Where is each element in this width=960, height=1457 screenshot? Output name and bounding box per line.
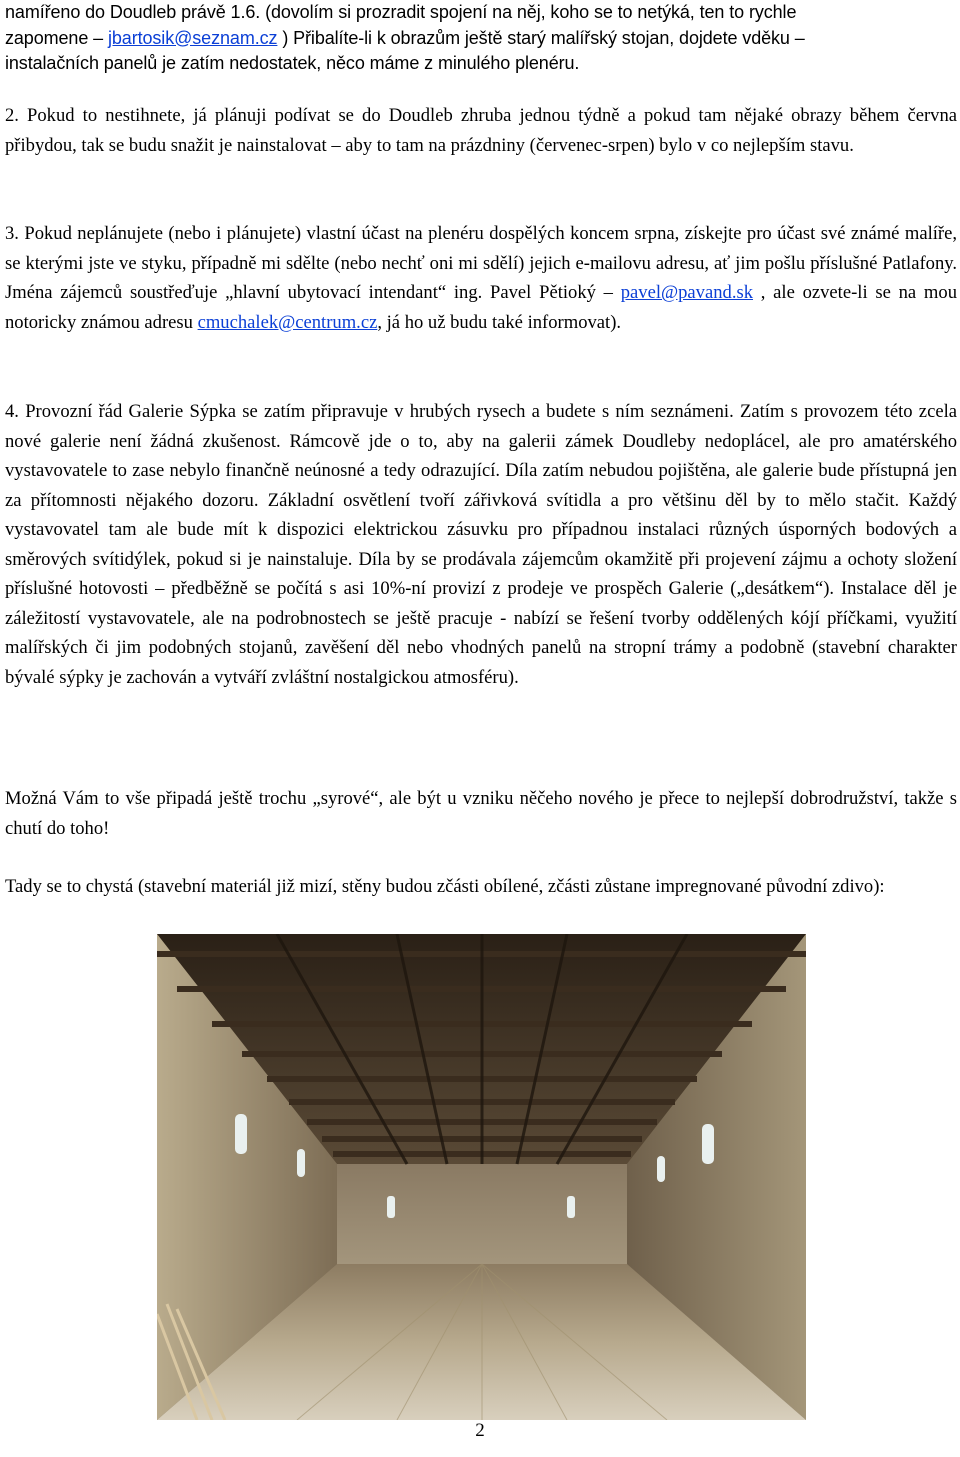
- attic-interior-illustration: [157, 934, 806, 1420]
- paragraph-3: [5, 219, 957, 337]
- email-link-pavel[interactable]: pavel@pavand.sk: [620, 282, 753, 303]
- paragraph-5: Možná Vám to vše připadá ještě trochu „syrové“, ale být u vzniku něčeho nového je přece to nejlepší dobrodružství, takže s chutí do toho!: [5, 788, 957, 839]
- paragraph-6: Tady se to chystá (stavební materiál již mizí, stěny budou zčásti obílené, zčásti zůstane impregnované původní zdivo):: [5, 876, 885, 897]
- attic-gallery-photo: [157, 934, 806, 1420]
- paragraph-3-text-b: , ale ozvete-li se na mou notoricky známou adresu: [5, 282, 957, 333]
- intro-line-3: instalačních panelů je zatím nedostatek, něco máme z minulého plenéru.: [5, 53, 580, 73]
- paragraph-intro: [5, 0, 957, 77]
- paragraph-4: 4. Provozní řád Galerie Sýpka se zatím připravuje v hrubých rysech a budete s ním seznámeni. Zatím s provozem této zcela nové galerie není žádná zkušenost. Rámcově jde o to, aby na galerii zámek Doudleby nedoplácel, ale pro amatérského vystavovatele to zase nebylo finančně neúnosné a tedy odrazující. Díla zatím nebudou pojištěna, ale galerie bude přístupná jen za přítomnosti nějakého dozoru. Základní osvětlení tvoří zářivková svítidla a pro většinu děl by to mělo stačit. Každý vystavovatel tam ale bude mít k dispozici elektrickou zásuvku pro případnou instalaci různých úsporných bodových a směrových svítidýlek, pokud si je nainstaluje. Díla by se prodávala zájemcům okamžitě při projevení zájmu a ochoty složení příslušné hotovosti – předběžně se počítá s asi 10%-ní provizí z prodeje ve prospěch Galerie („desátkem“). Instalace děl je záležitostí vystavovatele, ale na podrobnostech se ještě pracuje - nabízí se řešení tvorby oddělených kójí příčkami, využití malířských či jim podobných stojanů, zavěšení děl nebo vhodných panelů na stropní trámy a podobně (stavební charakter bývalé sýpky je zachován a vytváří zvláštní nostalgickou atmosféru).: [5, 401, 957, 688]
- intro-line-2a: zapomene –: [5, 27, 108, 48]
- intro-line-1: namířeno do Doudleb právě 1.6. (dovolím si prozradit spojení na něj, koho se to netýká, ten to rychle: [5, 2, 797, 22]
- paragraph-2: 2. Pokud to nestihnete, já plánuji podívat se do Doudleb zhruba jednou týdně a pokud tam nějaké obrazy během června přibydou, tak se budu snažit je nainstalovat – aby to tam na prázdniny (červenec-srpen) bylo v co nejlepším stavu.: [5, 105, 957, 156]
- page-number: 2: [475, 1420, 485, 1441]
- email-link-jbartosik[interactable]: jbartosik@seznam.cz: [107, 27, 278, 48]
- intro-line-2b: ) Přibalíte-li k obrazům ještě starý malířský stojan, dojdete vděku –: [277, 27, 805, 48]
- paragraph-3-text-c: , já ho už budu také informovat).: [377, 311, 622, 333]
- email-link-cmuchalek[interactable]: cmuchalek@centrum.cz: [197, 311, 378, 333]
- paragraph-3-text-a: 3. Pokud neplánujete (nebo i plánujete) vlastní účast na plenéru dospělých koncem srpna, získejte pro účast své známé malíře, se kterými jste ve styku, případně mi sdělte (nebo nechť oni mi sdělí) jejich e-mailovu adresu, ať jim pošlu příslušné Patlafony. Jména zájemců soustřeďuje „hlavní ubytovací intendant“ ing. Pavel Pětioký –: [5, 223, 957, 303]
